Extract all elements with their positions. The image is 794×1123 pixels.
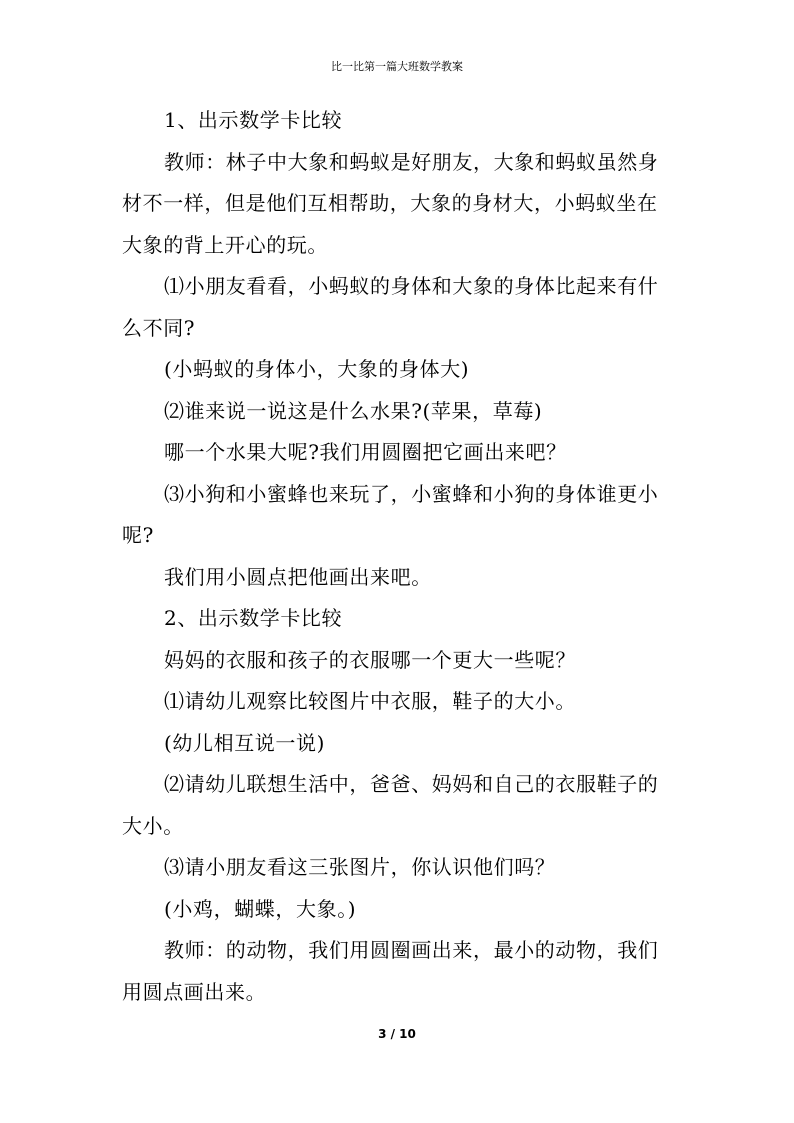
paragraph-16: 教师：的动物，我们用圆圈画出来，最小的动物，我们用圆点画出来。 bbox=[122, 938, 659, 1004]
paragraph-12: (幼儿相互说一说) bbox=[164, 730, 326, 755]
paragraph-14: ⑶请小朋友看这三张图片，你认识他们吗？ bbox=[164, 855, 556, 879]
paragraph-11: ⑴请幼儿观察比较图片中衣服，鞋子的大小。 bbox=[164, 689, 576, 713]
paragraph-3: ⑴小朋友看看，小蚂蚁的身体和大象的身体比起来有什么不同? bbox=[122, 274, 659, 340]
paragraph-6: 哪一个水果大呢?我们用圆圈把它画出来吧？ bbox=[164, 440, 567, 464]
paragraph-10: 妈妈的衣服和孩子的衣服哪一个更大一些呢？ bbox=[164, 647, 576, 672]
document-body bbox=[122, 100, 677, 1013]
paragraph-2: 教师：林子中大象和蚂蚁是好朋友，大象和蚂蚁虽然身材不一样，但是他们互相帮助，大象的身材大，小蚂蚁坐在大象的背上开心的玩。 bbox=[122, 149, 659, 257]
page-header: 比一比第一篇大班数学教案 bbox=[331, 60, 463, 73]
page-number: 3 / 10 bbox=[378, 1027, 416, 1041]
paragraph-4: (小蚂蚁的身体小，大象的身体大) bbox=[164, 357, 470, 381]
paragraph-1: 1、出示数学卡比较 bbox=[164, 108, 343, 132]
paragraph-8: 我们用小圆点把他画出来吧。 bbox=[164, 564, 432, 589]
paragraph-7: ⑶小狗和小蜜蜂也来玩了，小蜜蜂和小狗的身体谁更小呢? bbox=[122, 481, 659, 547]
paragraph-5: ⑵谁来说一说这是什么水果?(苹果，草莓) bbox=[164, 398, 543, 423]
paragraph-13: ⑵请幼儿联想生活中，爸爸、妈妈和自己的衣服鞋子的大小。 bbox=[122, 772, 659, 838]
paragraph-9: 2、出示数学卡比较 bbox=[164, 606, 343, 630]
paragraph-15: (小鸡，蝴蝶，大象。) bbox=[164, 896, 357, 921]
